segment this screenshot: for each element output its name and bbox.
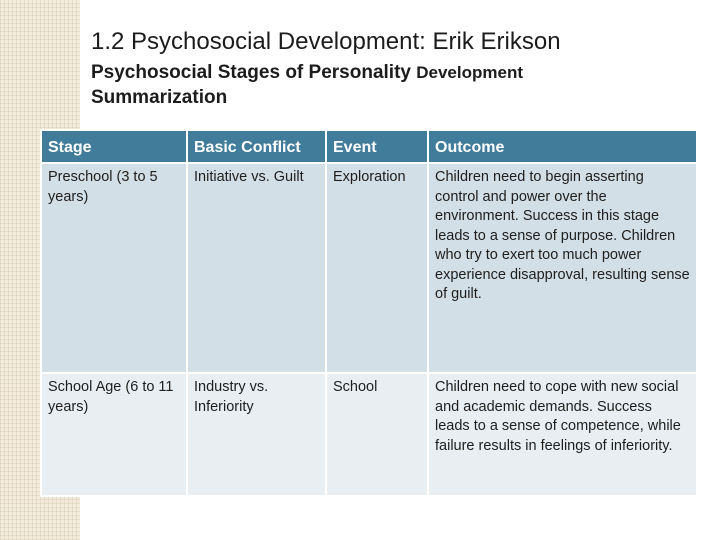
header-basic-conflict: Basic Conflict bbox=[187, 130, 326, 163]
stages-table-container bbox=[40, 129, 696, 493]
table-row bbox=[41, 373, 697, 496]
cell-event: School bbox=[326, 373, 428, 496]
subtitle-main: Psychosocial Stages of Personality bbox=[91, 62, 417, 83]
subtitle-tail: Development bbox=[416, 63, 523, 82]
slide-title: 1.2 Psychosocial Development: Erik Erikson bbox=[91, 28, 561, 55]
cell-event: Exploration bbox=[326, 163, 428, 373]
slide-subtitle bbox=[91, 60, 651, 110]
cell-outcome: Children need to begin asserting control and power over the environment. Success in this stage leads to a sense of purpose. Children who try to exert too much power experience disapproval, resulting sense of guilt. bbox=[428, 163, 697, 373]
cell-outcome: Children need to cope with new social and academic demands. Success leads to a sense of competence, while failure results in feelings of inferiority. bbox=[428, 373, 697, 496]
table-row bbox=[41, 163, 697, 373]
cell-stage: School Age (6 to 11 years) bbox=[41, 373, 187, 496]
cell-conflict: Initiative vs. Guilt bbox=[187, 163, 326, 373]
header-stage: Stage bbox=[41, 130, 187, 163]
header-outcome: Outcome bbox=[428, 130, 697, 163]
stages-table bbox=[40, 129, 698, 497]
table-header-row bbox=[41, 130, 697, 163]
header-event: Event bbox=[326, 130, 428, 163]
cell-conflict: Industry vs. Inferiority bbox=[187, 373, 326, 496]
cell-stage: Preschool (3 to 5 years) bbox=[41, 163, 187, 373]
subtitle-line-2: Summarization bbox=[91, 87, 228, 108]
